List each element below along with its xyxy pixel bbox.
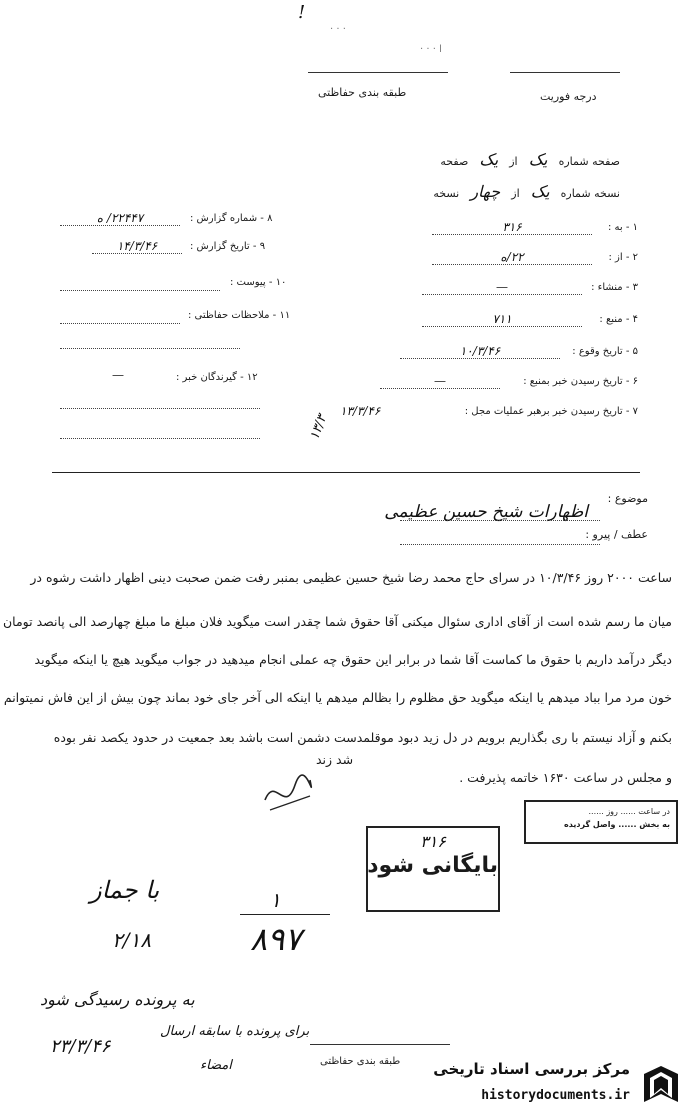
field-5-label: ۵ - تاریخ وقوع : (572, 346, 638, 357)
body-line-5: بکنم و آزاد نیستم با ری بگذاریم برویم در دل زید دبود موقلمدست دشمن است باشد بعد جمعیت در حدود یکصد نفر بوده (53, 730, 672, 745)
subject-label: موضوع : (607, 492, 648, 505)
top-mark: ! (298, 2, 306, 23)
field-12-line-2 (60, 438, 260, 439)
handwritten-footer-line-3: امضاء (200, 1058, 232, 1073)
brand-url: historydocuments.ir (481, 1088, 630, 1103)
archive-stamp-number: ۳۱۶ (420, 832, 446, 851)
field-10-label: ۱۰ - پیوست : (230, 277, 287, 288)
field-1-label: ۱ - به : (607, 222, 638, 233)
copy-from-label: از (511, 187, 520, 200)
field-12-label: ۱۲ - گیرندگان خبر : (176, 372, 258, 383)
body-line-2: میان ما رسم شده است از آقای اداری سئوال میکنی آقا حقوق شما چقدر است میگوید فلان مبلغ ما مبلغ چهارصد الی پانصد تومان (2, 614, 672, 629)
field-5-value: ۱۰/۳/۴۶ (400, 344, 560, 359)
brand-logo-icon (636, 1060, 686, 1110)
ref-line (400, 544, 600, 545)
archive-stamp-text: بایگانی شود (367, 853, 498, 878)
page-from-value: یک (479, 150, 499, 169)
priority-label: درجه فوریت (540, 90, 597, 103)
copy-from-value: چهار (470, 182, 501, 201)
field-2-label: ۲ - از : (608, 252, 638, 263)
top-blurred-text: · · · (330, 24, 346, 35)
page-number-value: یک (528, 150, 548, 169)
page-number-row (440, 150, 620, 169)
subject-value: اظهارات شیخ حسین عظیمی (384, 502, 588, 522)
section-divider (52, 472, 640, 473)
field-8-label: ۸ - شماره گزارش : (190, 213, 273, 224)
field-7-label: ۷ - تاریخ رسیدن خبر برهبر عملیات مجل : (464, 406, 638, 417)
brand-name: مرکز بررسی اسناد تاریخی (433, 1060, 630, 1078)
signature-icon (260, 770, 320, 820)
field-3-label: ۳ - منشاء : (591, 282, 638, 293)
classification-label: طبقه بندی حفاظتی (318, 86, 407, 99)
body-line-7: شد زند (316, 752, 354, 767)
handwritten-mid-num: ۸۹۷ (250, 920, 302, 958)
copy-number-value: یک (530, 182, 550, 201)
header-rule-right (510, 72, 620, 73)
receipt-stamp (524, 800, 678, 844)
copy-number-label: نسخه شماره (560, 187, 620, 200)
handwritten-left-bottom: ۲/۱۸ (112, 928, 151, 952)
handwritten-left-top: با جماز (90, 876, 160, 904)
handwritten-footer-date: ۲۳/۳/۴۶ (50, 1036, 111, 1057)
handwritten-footer-line-1: به پرونده رسیدگی شود (40, 990, 195, 1009)
ref-label: عطف / پیرو : (585, 528, 648, 541)
field-11-line (60, 323, 180, 324)
footer-rule (310, 1044, 450, 1045)
body-line-6: و مجلس در ساعت ۱۶۳۰ خاتمه پذیرفت . (459, 770, 672, 785)
field-10-line (60, 290, 220, 291)
field-2-value: ۲۲/ه (432, 250, 592, 265)
receipt-stamp-line-2: به بخش ...... واصل گردیده (564, 820, 670, 829)
field-6-value: — (380, 374, 500, 389)
copy-number-row (433, 182, 620, 201)
field-7-value: ۱۳/۳/۴۶ (340, 404, 381, 418)
handwritten-footer-line-2: برای پرونده با سابقه ارسال (160, 1024, 310, 1039)
field-9-value: ۱۴/۳/۴۶ (92, 239, 182, 254)
footer-classification-label: طبقه بندی حفاظتی (320, 1056, 401, 1067)
copy-suffix: نسخه (433, 187, 460, 200)
field-12-value: — (112, 368, 124, 382)
top-blurred-text-2: ا · · · (420, 44, 442, 55)
handwritten-fraction-bar (240, 914, 330, 915)
page-from-label: از (509, 155, 518, 168)
body-line-4: خون مرد مرا بباد میدهم یا اینکه میگوید حق مظلوم را بظالم میدهم یا اینکه الی آخر جای خود بماند چون بیش از این فاش نمیتوانم (3, 690, 672, 705)
header-rule-left (308, 72, 448, 73)
field-6-label: ۶ - تاریخ رسیدن خبر بمنبع : (523, 376, 638, 387)
body-line-1: ساعت ۲۰۰۰ روز ۱۰/۳/۴۶ در سرای حاج محمد رضا شیخ حسین عظیمی بمنبر رفت ضمن صحبت دینی اظهار داشت رشوه در (30, 570, 672, 585)
receipt-stamp-line-1: در ساعت ...... روز ...... (588, 807, 670, 816)
field-9-label: ۹ - تاریخ گزارش : (190, 241, 266, 252)
archive-stamp (366, 826, 500, 912)
handwritten-mid-top: ۱ (270, 888, 281, 912)
margin-note: ۱۳/۳ (307, 413, 331, 442)
subject-line (400, 520, 600, 521)
field-3-value: — (422, 280, 582, 295)
field-4-value: ۷۱۱ (422, 312, 582, 327)
field-11-label: ۱۱ - ملاحظات حفاظتی : (188, 310, 291, 321)
field-11-line-2 (60, 348, 240, 349)
field-8-value: ۲۲۴۴۷/ ه (60, 211, 180, 226)
brand-block (433, 1058, 690, 1114)
page-suffix: صفحه (440, 155, 469, 168)
field-4-label: ۴ - منبع : (599, 314, 638, 325)
body-line-3: دیگر درآمد داریم با حقوق ما کماست آقا شما در برابر این حقوق چه عملی انجام میدهید در جواب میگوید هیچ یا اینکه میگوید (34, 652, 672, 667)
field-12-line (60, 408, 260, 409)
field-1-value: ۳۱۶ (432, 220, 592, 235)
page-number-label: صفحه شماره (558, 155, 620, 168)
